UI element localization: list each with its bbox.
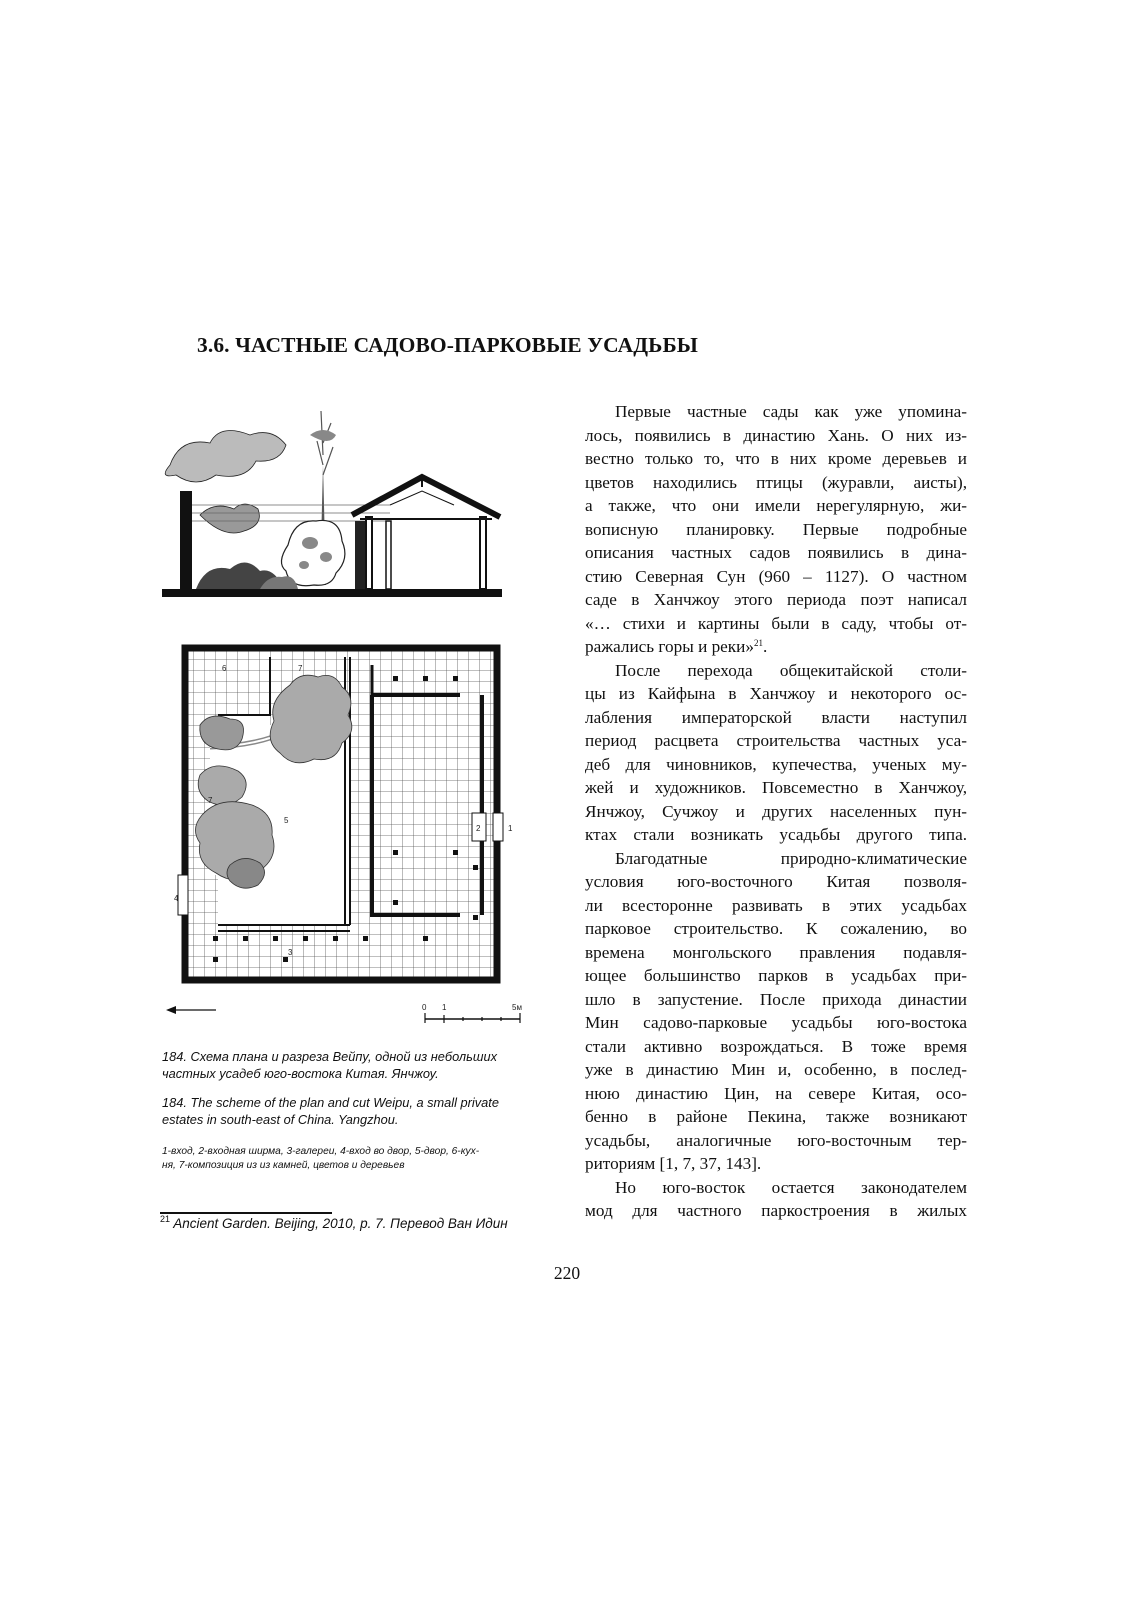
direction-arrow	[166, 1006, 216, 1014]
text-line: «… стихи и картины были в саду, чтобы от-	[585, 613, 967, 633]
footnote-ref: 21	[753, 638, 763, 648]
text-line: лабления императорской власти наступил	[585, 707, 967, 727]
text-line: Но юго-восток остается законодателем	[615, 1177, 967, 1197]
caption-russian	[162, 1048, 552, 1082]
site-plan	[174, 648, 513, 980]
plan-label-7b: 7	[208, 796, 213, 805]
text-line: Янчжоу, Сучжоу и других населенных пун-	[585, 801, 967, 821]
text-line: ющее большинство парков в усадьбах при-	[585, 966, 967, 985]
text-line: жей и художников. Повсеместно в Ханчжоу,	[585, 778, 967, 797]
text-line: После перехода общекитайской столи-	[615, 660, 967, 680]
scale-five: 5м	[512, 1003, 522, 1012]
text-line: лось, появились в династию Хань. О них из-	[585, 425, 967, 445]
text-line: ли всесторонне развивать в этих усадьбах	[585, 895, 967, 915]
text-line: описания частных садов появились в дина-	[585, 543, 967, 562]
section-elevation	[162, 411, 502, 597]
footnote-text: Ancient Garden. Beijing, 2010, p. 7. Перевод Ван Идин	[170, 1216, 508, 1231]
text-line	[585, 635, 967, 659]
footnote-number: 21	[160, 1214, 171, 1224]
text-line: а также, что они имели нерегулярную, жи-	[585, 496, 967, 515]
text-line: нюю династию Цин, на севере Китая, осо-	[585, 1083, 967, 1103]
text-line: Мин садово-парковые усадьбы юго-востока	[585, 1013, 967, 1032]
text-line: цы из Кайфына в Ханчжоу и некоторого ос-	[585, 684, 967, 703]
text-line: усадьбы, аналогичные юго-восточным тер-	[585, 1130, 967, 1150]
text-line: период расцвета строительства частных уса-	[585, 731, 967, 750]
figure-184	[160, 395, 550, 1045]
text-line: вестно только то, что в них кроме деревьев и	[585, 449, 967, 468]
plan-label-2: 2	[476, 824, 481, 833]
text-fragment: ражались горы и реки»	[585, 637, 754, 656]
caption-en-line: 184. The scheme of the plan and cut Weipu, a small private	[162, 1095, 499, 1110]
text-line: парковое строительство. К сожалению, во	[585, 919, 967, 938]
text-line: уже в династию Мин и, особенно, в послед-	[585, 1060, 967, 1079]
text-line: деб для чиновников, купечества, ученых му-	[585, 754, 967, 774]
text-line: вописную планировку. Первые подробные	[585, 519, 967, 539]
paragraph-3	[585, 847, 967, 1176]
section-heading: 3.6. ЧАСТНЫЕ САДОВО-ПАРКОВЫЕ УСАДЬБЫ	[197, 333, 699, 357]
paragraph-1	[585, 400, 967, 659]
body-text	[585, 400, 967, 1223]
legend-line: 1-вход, 2-входная ширма, 3-галереи, 4-вход во двор, 5-двор, 6-кух-	[162, 1146, 480, 1157]
text-line: шло в запустение. После прихода династии	[585, 989, 967, 1009]
footnote-rule	[160, 1212, 332, 1214]
caption-legend	[162, 1145, 552, 1173]
paragraph-2	[585, 659, 967, 847]
legend-line: ня, 7-композиция из из камней, цветов и деревьев	[162, 1160, 405, 1171]
plan-label-1: 1	[508, 824, 513, 833]
text-line: цветов находились птицы (журавли, аисты),	[585, 472, 967, 492]
plan-label-4: 4	[174, 894, 179, 903]
scale-one: 1	[442, 1003, 447, 1012]
text-line: Первые частные сады как уже упомина-	[615, 402, 967, 421]
page-number: 220	[553, 1263, 581, 1283]
text-line: условия юго-восточного Китая позволя-	[585, 872, 967, 891]
paragraph-4	[585, 1176, 967, 1223]
scale-bar	[422, 1003, 522, 1023]
caption-en-line: estates in south-east of China. Yangzhou.	[162, 1112, 399, 1127]
text-line: стию Северная Сун (960 – 1127). О частном	[585, 566, 967, 586]
text-line: ктах стали возникать усадьбы другого типа.	[585, 825, 967, 844]
caption-ru-line: 184. Схема плана и разреза Вейпу, одной из небольших	[162, 1049, 497, 1064]
text-line: Благодатные природно-климатические	[615, 848, 967, 868]
text-line: риториям [1, 7, 37, 143].	[585, 1154, 762, 1173]
plan-label-5: 5	[284, 816, 289, 825]
plan-and-section-drawing	[160, 395, 550, 1045]
text-fragment: .	[762, 637, 768, 656]
footnote	[160, 1216, 508, 1231]
plan-label-3: 3	[288, 948, 293, 957]
text-line: мод для частного паркостроения в жилых	[585, 1201, 967, 1220]
text-line: саде в Ханчжоу этого периода поэт написал	[585, 590, 967, 609]
caption-english	[162, 1094, 552, 1128]
text-line: бенно в районе Пекина, также возникают	[585, 1107, 967, 1126]
caption-ru-line: частных усадеб юго-востока Китая. Янчжоу.	[162, 1066, 439, 1081]
scale-zero: 0	[422, 1003, 427, 1012]
text-line: стали активно возрождаться. В тоже время	[585, 1036, 967, 1056]
text-line: времена монгольского правления подавля-	[585, 942, 967, 962]
plan-label-7a: 7	[298, 664, 303, 673]
plan-label-6: 6	[222, 664, 227, 673]
